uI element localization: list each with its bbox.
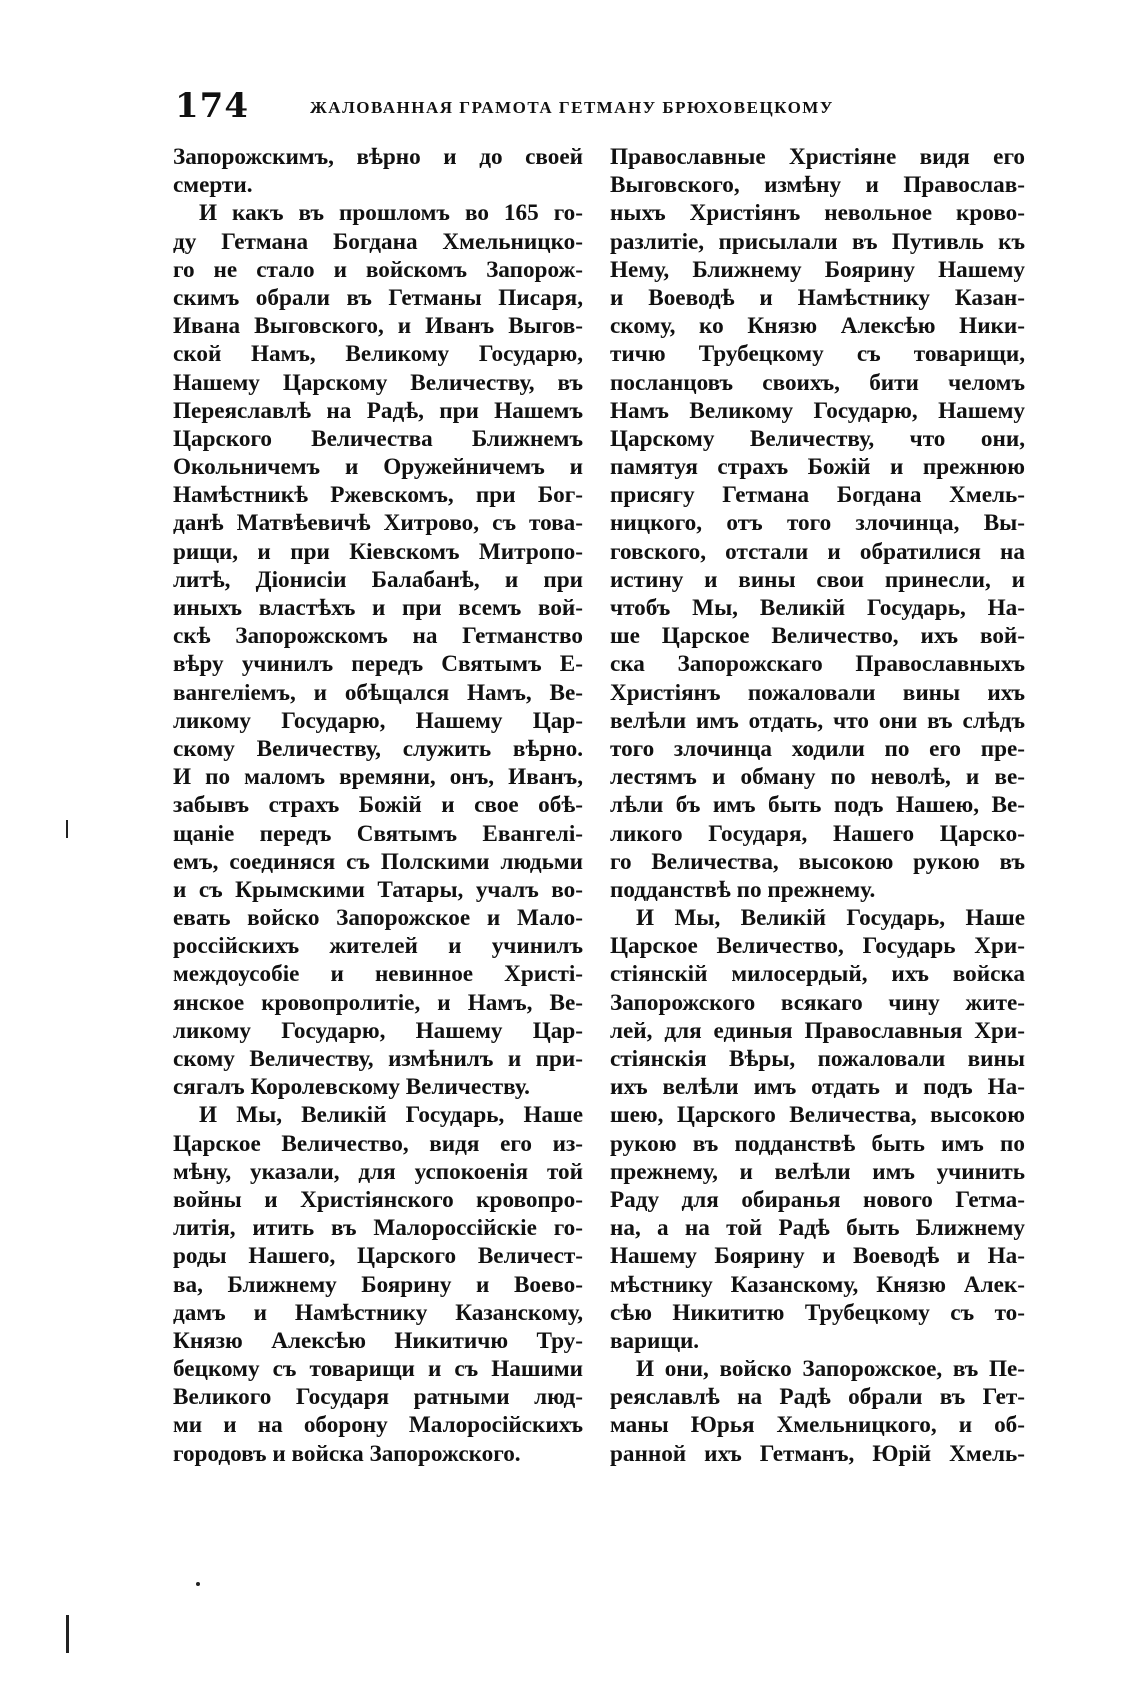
text-line: ныхъ Христіянъ невольное крово- bbox=[610, 200, 1025, 227]
text-line: Окольничемъ и Оружейничемъ и bbox=[173, 454, 583, 481]
running-title: ЖАЛОВАННАЯ ГРАМОТА ГЕТМАНУ БРЮХОВЕЦКОМУ bbox=[310, 98, 834, 117]
text-line: лей, для единыя Православныя Хри- bbox=[610, 1017, 1025, 1044]
text-line: варищи. bbox=[610, 1327, 700, 1354]
page-number: 174 bbox=[175, 86, 249, 126]
text-line: реяславлѣ на Радѣ обрали въ Гет- bbox=[610, 1384, 1025, 1411]
text-line: мѣстнику Казанскому, Князю Алек- bbox=[610, 1271, 1025, 1298]
text-line: подданствѣ по прежнему. bbox=[610, 876, 876, 903]
text-line: тичю Трубецкому съ товарищи, bbox=[610, 341, 1025, 368]
text-line: ликому Государю, Нашему Цар- bbox=[173, 707, 583, 734]
text-line: Переяславлѣ на Радѣ, при Нашемъ bbox=[173, 397, 583, 424]
text-line: иныхъ властѣхъ и при всемъ вой- bbox=[173, 595, 583, 621]
text-line: россійскихъ жителей и учинилъ bbox=[173, 933, 583, 960]
text-line: Князю Алексѣю Никитичю Тру- bbox=[173, 1327, 583, 1354]
text-line: на, а на той Радѣ быть Ближнему bbox=[610, 1215, 1025, 1242]
text-line: Царское Величество, Государь Хри- bbox=[610, 933, 1025, 960]
scan-artifact bbox=[196, 1582, 200, 1586]
text-line: стіянскія Вѣры, пожаловали вины bbox=[610, 1046, 1025, 1072]
text-line: Нашему Боярину и Воеводѣ и На- bbox=[610, 1243, 1025, 1270]
scan-artifact bbox=[66, 820, 68, 838]
text-line: чтобъ Мы, Великій Государь, На- bbox=[610, 595, 1025, 621]
text-line: присягу Гетмана Богдана Хмель- bbox=[610, 482, 1025, 509]
text-line: рищи, и при Кіевскомъ Митропо- bbox=[173, 538, 583, 565]
text-line: янское кровопролитіе, и Намъ, Ве- bbox=[173, 989, 583, 1016]
text-line: бецкому съ товарищи и съ Нашими bbox=[173, 1356, 583, 1383]
text-line: литѣ, Діонисіи Балабанѣ, и при bbox=[173, 566, 583, 593]
text-line: разлитіе, присылали въ Путивль къ bbox=[610, 228, 1025, 255]
text-line: ше Царское Величество, ихъ вой- bbox=[610, 623, 1025, 650]
text-line: посланцовъ своихъ, бити челомъ bbox=[610, 369, 1025, 396]
scan-artifact bbox=[66, 1615, 69, 1653]
text-line: И Мы, Великій Государь, Наше bbox=[636, 905, 1025, 932]
text-line: щаніе передъ Святымъ Евангелі- bbox=[173, 820, 583, 847]
text-column-left bbox=[173, 143, 583, 1468]
text-line: скѣ Запорожскомъ на Гетманство bbox=[173, 623, 583, 650]
text-line: ранной ихъ Гетманъ, Юрій Хмель- bbox=[610, 1440, 1025, 1467]
text-line: велѣли имъ отдать, что они въ слѣдъ bbox=[610, 707, 1025, 734]
text-line: Царскому Величеству, что они, bbox=[610, 425, 1025, 452]
text-line: Великого Государя ратными люд- bbox=[173, 1384, 583, 1411]
text-line: И они, войско Запорожское, въ Пе- bbox=[636, 1356, 1025, 1383]
text-line: Нему, Ближнему Боярину Нашему bbox=[610, 256, 1025, 283]
text-line: Христіянъ пожаловали вины ихъ bbox=[610, 679, 1025, 706]
text-line: шею, Царского Величества, высокою bbox=[610, 1102, 1025, 1129]
text-line: дамъ и Намѣстнику Казанскому, bbox=[173, 1299, 583, 1326]
page-header bbox=[175, 86, 1015, 126]
text-line: маны Юрья Хмельницкого, и об- bbox=[610, 1412, 1025, 1439]
text-line: Ивана Выговского, и Иванъ Выгов- bbox=[173, 313, 583, 340]
text-line: памятуя страхъ Божій и прежнюю bbox=[610, 454, 1025, 481]
text-line: скому Величеству, измѣнилъ и при- bbox=[173, 1046, 583, 1072]
text-line: и Воеводѣ и Намѣстнику Казан- bbox=[610, 284, 1025, 311]
text-line: Нашему Царскому Величеству, въ bbox=[173, 369, 583, 396]
text-line: скому, ко Князю Алексѣю Ники- bbox=[610, 313, 1025, 340]
text-line: евать войско Запорожское и Мало- bbox=[173, 905, 583, 932]
text-line: го Величества, высокою рукою въ bbox=[610, 848, 1025, 875]
text-line: вангеліемъ, и обѣщался Намъ, Ве- bbox=[173, 679, 583, 706]
text-line: ми и на оборону Малоросійскихъ bbox=[173, 1412, 583, 1439]
text-line: емъ, соединяся съ Полскими людьми bbox=[173, 848, 583, 875]
text-line: ской Намъ, Великому Государю, bbox=[173, 341, 583, 368]
text-line: скимъ обрали въ Гетманы Писаря, bbox=[173, 284, 583, 311]
text-line: лѣли бъ имъ быть подъ Нашею, Ве- bbox=[610, 792, 1025, 819]
text-line: роды Нашего, Царского Величест- bbox=[173, 1243, 583, 1270]
text-line: го не стало и войскомъ Запорож- bbox=[173, 256, 583, 283]
text-line: И какъ въ прошломъ во 165 го- bbox=[199, 200, 583, 227]
text-line: ска Запорожскаго Православныхъ bbox=[610, 651, 1025, 678]
text-line: Намѣстникѣ Ржевскомъ, при Бог- bbox=[173, 482, 583, 509]
text-line: И по маломъ времяни, онъ, Иванъ, bbox=[173, 764, 583, 791]
text-line: скому Величеству, служить вѣрно. bbox=[173, 735, 583, 762]
text-line: говского, отстали и обратилися на bbox=[610, 538, 1025, 565]
text-line: ва, Ближнему Боярину и Воево- bbox=[173, 1271, 583, 1298]
text-line: Царское Величество, видя его из- bbox=[173, 1130, 583, 1157]
text-line: Царского Величества Ближнемъ bbox=[173, 425, 583, 452]
text-line: ликого Государя, Нашего Царско- bbox=[610, 820, 1025, 847]
text-line: данѣ Матвѣевичѣ Хитрово, съ това- bbox=[173, 510, 583, 537]
text-line: Православные Христіяне видя его bbox=[610, 144, 1025, 170]
text-line: междоусобіе и невинное Христі- bbox=[173, 961, 583, 988]
text-line: войны и Христіянского кровопро- bbox=[173, 1186, 583, 1213]
text-line: ницкого, отъ того злочинца, Вы- bbox=[610, 510, 1025, 537]
text-line: стіянскій милосердый, ихъ войска bbox=[610, 961, 1025, 988]
text-line: рукою въ подданствѣ быть имъ по bbox=[610, 1130, 1025, 1157]
text-line: забывъ страхъ Божій и свое обѣ- bbox=[173, 792, 583, 819]
text-line: того злочинца ходили по его пре- bbox=[610, 735, 1025, 762]
text-line: городовъ и войска Запорожского. bbox=[173, 1440, 521, 1467]
text-line: прежнему, и велѣли имъ учинить bbox=[610, 1158, 1025, 1185]
text-line: ликому Государю, Нашему Цар- bbox=[173, 1017, 583, 1044]
text-column-right bbox=[610, 143, 1025, 1468]
text-line: смерти. bbox=[173, 172, 253, 199]
text-line: сѣю Никититю Трубецкому съ то- bbox=[610, 1299, 1025, 1326]
text-line: Намъ Великому Государю, Нашему bbox=[610, 397, 1025, 424]
text-line: ихъ велѣли имъ отдать и подъ На- bbox=[610, 1074, 1025, 1101]
text-line: ду Гетмана Богдана Хмельницко- bbox=[173, 228, 583, 255]
text-line: и съ Крымскими Татары, учалъ во- bbox=[173, 876, 583, 903]
text-line: сягалъ Королевскому Величеству. bbox=[173, 1074, 530, 1101]
text-line: Выговского, измѣну и Православ- bbox=[610, 172, 1025, 199]
text-line: литія, итить въ Малороссійскіе го- bbox=[173, 1215, 583, 1242]
text-line: вѣру учинилъ передъ Святымъ Е- bbox=[173, 651, 583, 678]
text-line: Раду для обиранья нового Гетма- bbox=[610, 1186, 1025, 1213]
text-line: Запорожскимъ, вѣрно и до своей bbox=[173, 144, 583, 170]
text-line: И Мы, Великій Государь, Наше bbox=[199, 1102, 583, 1129]
text-line: истину и вины свои принесли, и bbox=[610, 566, 1025, 593]
text-line: лестямъ и обману по неволѣ, и ве- bbox=[610, 764, 1025, 791]
text-line: мѣну, указали, для успокоенія той bbox=[173, 1158, 583, 1185]
text-line: Запорожского всякаго чину жите- bbox=[610, 989, 1025, 1016]
